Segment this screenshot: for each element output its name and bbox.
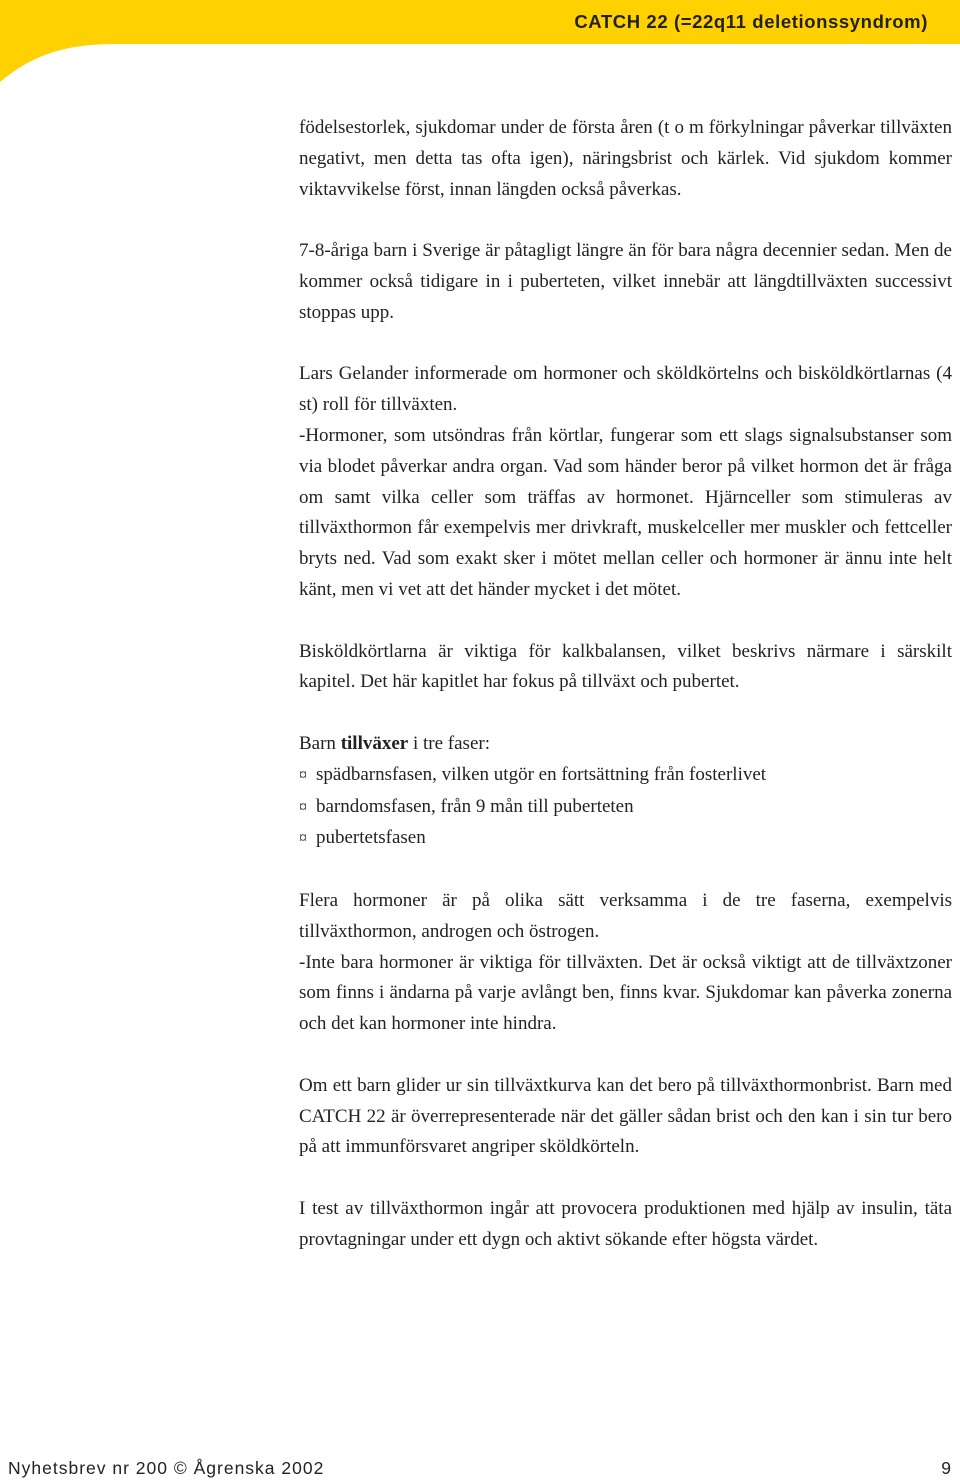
list-item xyxy=(299,760,952,792)
paragraph-hormones: -Hormoner, som utsöndras från körtlar, fungerar som ett slags signalsubstanser som via blodet påverkar andra organ. Vad som händer beror på vilket hormon det är fråga om samt vilka celler som träffas av hormonet. Hjärnceller som stimuleras av tillväxthormon får exempelvis mer drivkraft, muskelceller mer muskler och fettceller bryts ned. Vad som exakt sker i mötet mellan celler och hormoner är ännu inte helt känt, men vi vet att det händer mycket i det mötet. xyxy=(299,424,952,600)
paragraph-swedish-children: 7-8-åriga barn i Sverige är påtagligt längre än för bara några decennier sedan. Men de kommer också tidigare in i puberteten, vilket innebär att längdtillväxten successivt stoppas upp. xyxy=(299,240,952,323)
phases-intro-bold: tillväxer xyxy=(340,732,409,754)
paragraph-growth-hormone-deficiency: Om ett barn glider ur sin tillväxtkurva kan det bero på tillväxthormonbrist. Barn med CATCH 22 är överrepresenterade när det gäller sådan brist och den kan i sin tur bero på att immunförsvaret angriper sköldkörteln. xyxy=(299,1074,952,1158)
growth-phases-list xyxy=(299,760,952,855)
paragraph-growth-hormone-test: I test av tillväxthormon ingår att provocera produktionen med hjälp av insulin, täta provtagningar under ett dygn och aktivt sökande efter högsta värdet. xyxy=(299,1197,952,1250)
page-number: 9 xyxy=(941,1458,951,1478)
paragraph-growth-phases-intro xyxy=(299,729,952,760)
paragraph-parathyroid: Bisköldkörtlarna är viktiga för kalkbalansen, vilket beskrivs närmare i särskilt kapitel. Det här kapitlet har fokus på tillväxt och pubertet. xyxy=(299,640,952,693)
list-item xyxy=(299,823,952,855)
document-title: CATCH 22 (=22q11 deletionssyndrom) xyxy=(574,11,928,32)
currency-sign-icon: ¤ xyxy=(299,830,307,848)
phases-intro-prefix: Barn xyxy=(299,732,341,754)
header-band xyxy=(0,0,960,82)
phases-intro-suffix: i tre faser: xyxy=(408,732,490,754)
list-item-text: barndomsfasen, från 9 mån till puberteten xyxy=(316,795,634,817)
list-item-text: spädbarnsfasen, vilken utgör en fortsättning från fosterlivet xyxy=(316,763,767,785)
list-item xyxy=(299,792,952,824)
list-item-text: pubertetsfasen xyxy=(316,827,426,849)
paragraph-growth-factors: födelsestorlek, sjukdomar under de första åren (t o m förkylningar påverkar tillväxten negativt, men detta tas ofta igen), näringsbrist och kärlek. Vid sjukdom kommer viktavvikelse först, innan längden också påverkas. xyxy=(299,117,952,200)
article-body xyxy=(299,113,952,1286)
footer-newsletter-credit: Nyhetsbrev nr 200 © Ågrenska 2002 xyxy=(8,1458,325,1478)
paragraph-several-hormones: Flera hormoner är på olika sätt verksamma i de tre faserna, exempelvis tillväxthormon, androgen och östrogen. xyxy=(299,889,952,942)
paragraph-lars-gelander: Lars Gelander informerade om hormoner och sköldkörtelns och bisköldkörtlarnas (4 st) roll för tillväxten. xyxy=(299,363,952,416)
currency-sign-icon: ¤ xyxy=(299,766,307,784)
currency-sign-icon: ¤ xyxy=(299,798,307,816)
paragraph-growth-zones: -Inte bara hormoner är viktiga för tillväxten. Det är också viktigt att de tillväxtzoner som finns i ändarna på varje avlångt ben, finns kvar. Sjukdomar kan påverka zonerna och det kan hormoner inte hindra. xyxy=(299,951,952,1035)
